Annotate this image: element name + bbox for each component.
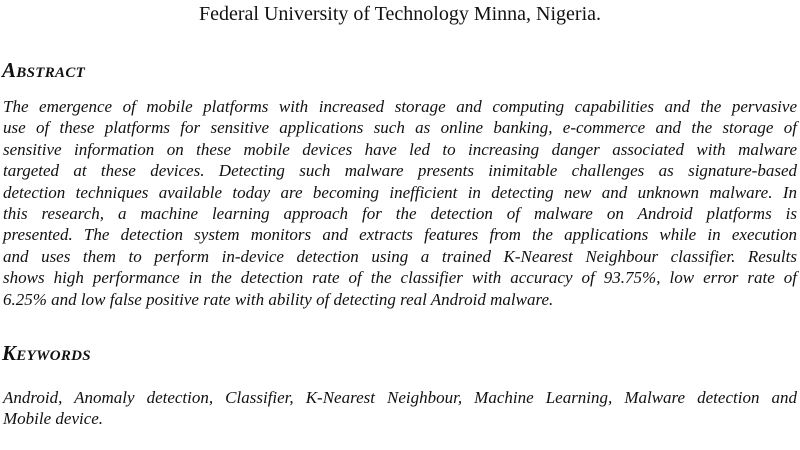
- abstract-line: presented. The detection system monitors and extracts features from the applications while in execution: [3, 225, 797, 245]
- keywords-text: [3, 387, 797, 430]
- abstract-line: sensitive information on these mobile devices have led to increasing danger associated with malware: [3, 139, 797, 159]
- abstract-line: 6.25% and low false positive rate with ability of detecting real Android malware.: [3, 289, 554, 309]
- keywords-line: Android, Anomaly detection, Classifier, K-Nearest Neighbour, Machine Learning, Malware detection and: [3, 388, 797, 407]
- abstract-line: The emergence of mobile platforms with increased storage and computing capabilities and the pervasive: [3, 97, 797, 116]
- keywords-heading: Keywords: [2, 341, 91, 365]
- abstract-line: this research, a machine learning approach for the detection of malware on Android platforms is: [3, 204, 797, 224]
- abstract-line: and uses them to perform in-device detection using a trained K-Nearest Neighbour classifier. Results: [3, 246, 797, 266]
- affiliation: Federal University of Technology Minna, Nigeria.: [198, 3, 602, 25]
- abstract-line: shows high performance in the detection rate of the classifier with accuracy of 93.75%, low error rate of: [3, 268, 797, 288]
- abstract-heading: Abstract: [2, 58, 86, 82]
- abstract-text: [3, 96, 797, 310]
- abstract-line: detection techniques available today are becoming inefficient in detecting new and unknown malware. In: [3, 182, 797, 202]
- abstract-line: use of these platforms for sensitive applications such as online banking, e-commerce and the storage of: [3, 118, 797, 138]
- abstract-line: targeted at these devices. Detecting such malware presents inimitable challenges as signature-based: [3, 161, 797, 181]
- keywords-line: Mobile device.: [3, 409, 104, 429]
